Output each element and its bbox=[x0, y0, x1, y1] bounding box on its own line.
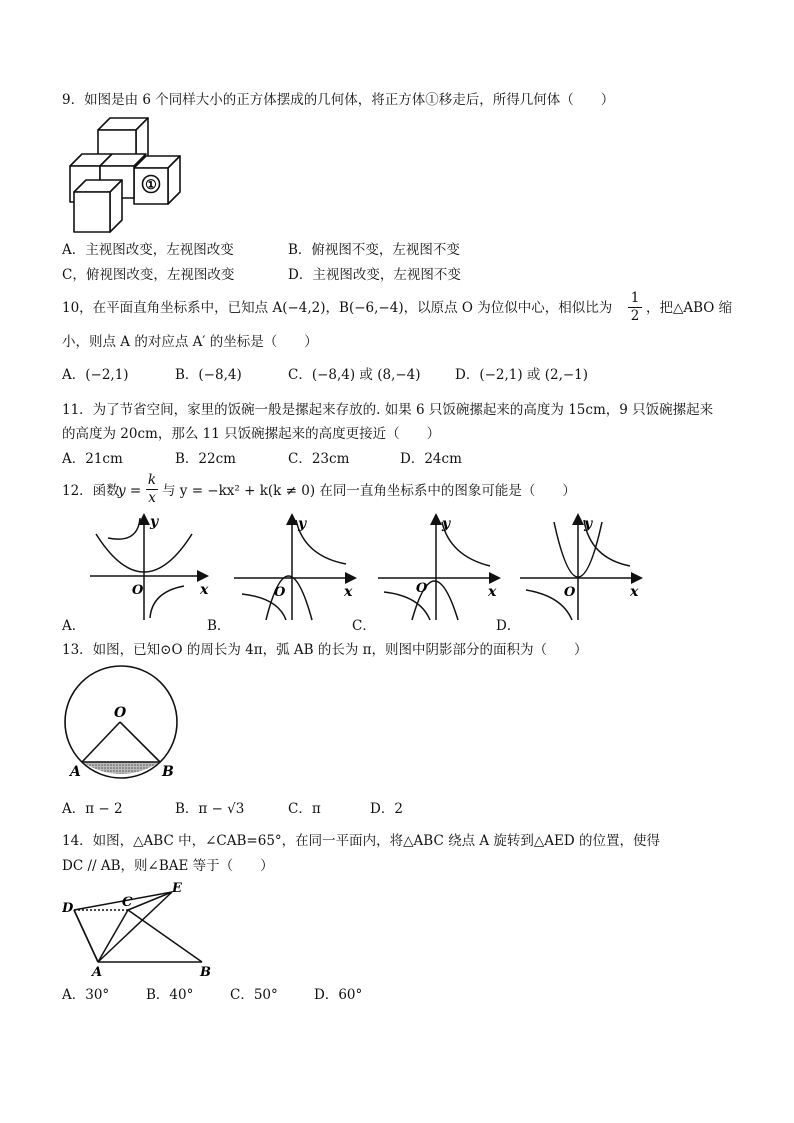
q12-graph-c bbox=[376, 512, 502, 624]
svg-text:O: O bbox=[132, 583, 144, 598]
svg-text:A: A bbox=[70, 764, 81, 780]
svg-text:B: B bbox=[200, 965, 211, 980]
graph-a-hyperbola-1 bbox=[108, 518, 140, 539]
q14-stem-line1: 14．如图，△ABC 中，∠CAB=65°，在同一平面内，将△ABC 绕点 A 旋转到△AED 的位置，使得 bbox=[62, 833, 661, 849]
segment-cb bbox=[128, 910, 202, 962]
graph-a-hyperbola-2 bbox=[150, 586, 184, 618]
q12-graph-d bbox=[518, 512, 644, 624]
q14-option-a: A．30° bbox=[62, 987, 110, 1003]
q9-option-c: C，俯视图改变，左视图改变 bbox=[62, 267, 235, 283]
q12-label-a: A． bbox=[62, 618, 86, 634]
svg-text:x: x bbox=[344, 584, 353, 600]
svg-text:C: C bbox=[122, 895, 133, 910]
cube-1-label: ① bbox=[145, 178, 157, 193]
svg-text:x: x bbox=[630, 584, 639, 600]
graph-c-hyperbola-2 bbox=[384, 592, 430, 620]
q13-option-c: C．π bbox=[288, 801, 321, 817]
graph-b-parabola bbox=[266, 576, 312, 620]
q10-option-d: D．(−2,1) 或 (2,−1) bbox=[455, 367, 589, 383]
svg-text:E: E bbox=[172, 881, 182, 896]
q12-fraction bbox=[146, 472, 158, 507]
q11-option-d: D．24cm bbox=[400, 451, 462, 467]
q14-option-b: B．40° bbox=[146, 987, 194, 1003]
q10-stem-line2: 小，则点 A 的对应点 A′ 的坐标是（ ） bbox=[62, 334, 318, 350]
svg-text:y: y bbox=[298, 516, 307, 532]
q10-stem-part2: ，把△ABO 缩 bbox=[646, 300, 733, 316]
q14-option-d: D．60° bbox=[314, 987, 363, 1003]
q11-option-c: C．23cm bbox=[288, 451, 350, 467]
svg-text:y: y bbox=[150, 514, 159, 530]
q10-option-c: C．(−8,4) 或 (8,−4) bbox=[288, 367, 421, 383]
svg-text:y: y bbox=[442, 516, 451, 532]
q11-option-b: B．22cm bbox=[175, 451, 236, 467]
svg-text:O: O bbox=[274, 585, 286, 600]
q9-cube-figure bbox=[62, 114, 186, 236]
q11-stem-line2: 的高度为 20cm，那么 11 只饭碗摞起来的高度更接近（ ） bbox=[62, 426, 441, 442]
q9-option-a: A．主视图改变，左视图改变 bbox=[62, 242, 234, 258]
q14-triangle-figure bbox=[62, 880, 222, 980]
q10-stem-part1: 10，在平面直角坐标系中，已知点 A(−4,2)，B(−6,−4)，以原点 O 为位似中心，相似比为 bbox=[62, 300, 613, 316]
q12-stem-mid: 与 y = −kx² + k(k ≠ 0) 在同一直角坐标系中的图象可能是（ ） bbox=[162, 483, 576, 499]
q13-circle-figure bbox=[62, 662, 184, 784]
shaded-segment bbox=[82, 762, 160, 774]
q13-option-d: D．2 bbox=[370, 801, 403, 817]
q13-option-b: B．π − √3 bbox=[175, 801, 245, 817]
svg-text:O: O bbox=[416, 581, 428, 596]
segment-ae bbox=[98, 892, 172, 962]
svg-text:O: O bbox=[564, 585, 576, 600]
svg-text:x: x bbox=[200, 582, 209, 598]
q10-frac-num: 1 bbox=[628, 290, 642, 308]
q12-frac-den: x bbox=[148, 490, 156, 506]
segment-ce bbox=[128, 892, 172, 910]
svg-text:O: O bbox=[114, 705, 127, 721]
q12-stem-prefix: 12．函数 bbox=[62, 483, 120, 499]
q12-formula-y1: y = bbox=[118, 483, 142, 499]
q14-stem-line2: DC // AB，则∠BAE 等于（ ） bbox=[62, 858, 274, 874]
svg-text:y: y bbox=[584, 516, 593, 532]
q10-fraction bbox=[628, 290, 642, 325]
q9-option-b: B．俯视图不变，左视图不变 bbox=[288, 242, 460, 258]
svg-text:A: A bbox=[92, 965, 103, 980]
q10-option-a: A．(−2,1) bbox=[62, 367, 129, 383]
svg-text:x: x bbox=[488, 584, 497, 600]
q12-label-d: D． bbox=[496, 618, 521, 634]
q12-graph-a bbox=[88, 512, 210, 624]
svg-text:B: B bbox=[162, 764, 174, 780]
q13-stem: 13．如图，已知⊙O 的周长为 4π，弧 AB 的长为 π，则图中阴影部分的面积为（ ） bbox=[62, 642, 588, 658]
q10-option-b: B．(−8,4) bbox=[175, 367, 242, 383]
q12-label-b: B． bbox=[207, 618, 231, 634]
q12-label-c: C． bbox=[352, 618, 376, 634]
segment-ac bbox=[98, 910, 128, 962]
q12-graph-b bbox=[232, 512, 358, 624]
q13-option-a: A．π − 2 bbox=[62, 801, 123, 817]
q9-option-d: D．主视图改变，左视图不变 bbox=[288, 267, 461, 283]
q11-stem-line1: 11．为了节省空间，家里的饭碗一般是摞起来存放的. 如果 6 只饭碗摞起来的高度为 15cm，9 只饭碗摞起来 bbox=[62, 402, 714, 418]
q11-option-a: A．21cm bbox=[62, 451, 123, 467]
svg-text:D: D bbox=[62, 901, 74, 916]
q9-stem: 9．如图是由 6 个同样大小的正方体摆成的几何体，将正方体①移走后，所得几何体（ ） bbox=[62, 92, 615, 108]
q14-option-c: C．50° bbox=[230, 987, 278, 1003]
q10-frac-den: 2 bbox=[630, 308, 640, 324]
q12-frac-num: k bbox=[147, 472, 157, 488]
